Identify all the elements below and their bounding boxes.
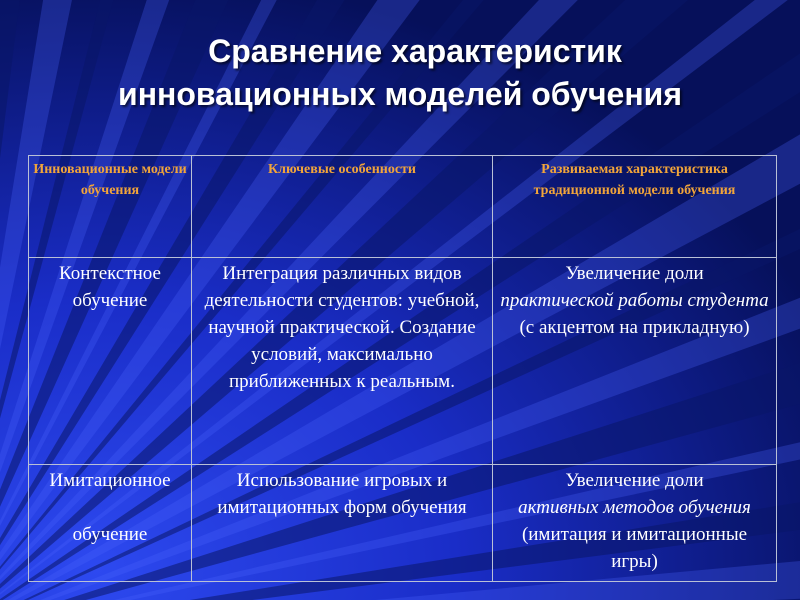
header-features: Ключевые особенности bbox=[192, 156, 493, 258]
page-title bbox=[0, 30, 800, 116]
characteristic-pre: Увеличение доли bbox=[565, 470, 704, 491]
characteristic-post: (имитация и имитационные игры) bbox=[521, 524, 748, 572]
header-characteristic: Развиваемая характеристика традиционной модели обучения bbox=[493, 156, 777, 258]
characteristic-cell bbox=[493, 465, 777, 582]
model-cell: Контекстное обучение bbox=[29, 258, 192, 465]
model-cell bbox=[29, 465, 192, 582]
table-header-row bbox=[29, 156, 777, 258]
table-row bbox=[29, 258, 777, 465]
features-cell: Использование игровых и имитационных форм обучения bbox=[192, 465, 493, 582]
characteristic-italic: активных методов обучения bbox=[518, 497, 751, 518]
model-line-1: Имитационное bbox=[49, 470, 171, 491]
comparison-table bbox=[28, 155, 777, 582]
features-cell: Интеграция различных видов деятельности студентов: учебной, научной практической. Создание условий, максимально приближенных к реальным. bbox=[192, 258, 493, 465]
characteristic-pre: Увеличение доли bbox=[565, 263, 704, 284]
header-models: Инновационные модели обучения bbox=[29, 156, 192, 258]
title-line-1: Сравнение характеристик bbox=[208, 33, 622, 69]
title-line-2: инновационных моделей обучения bbox=[118, 76, 682, 112]
characteristic-post: (с акцентом на прикладную) bbox=[519, 317, 750, 338]
table-row bbox=[29, 465, 777, 582]
characteristic-italic: практической работы студента bbox=[500, 290, 769, 311]
characteristic-cell bbox=[493, 258, 777, 465]
model-line-2: обучение bbox=[72, 524, 148, 545]
